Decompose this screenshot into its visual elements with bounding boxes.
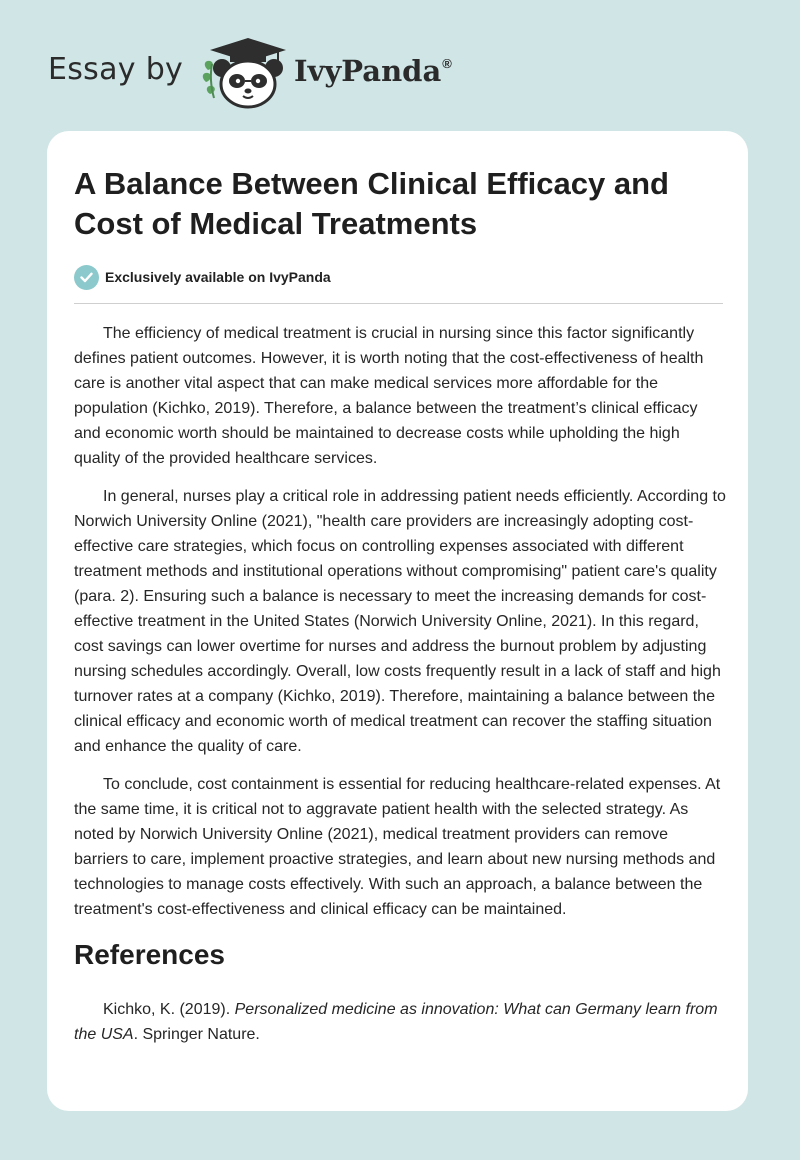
reference-publisher: . Springer Nature. — [133, 1026, 260, 1043]
references-heading: References — [74, 939, 225, 970]
check-circle-icon — [74, 265, 99, 290]
panda-logo-icon — [200, 34, 292, 110]
paragraph: The efficiency of medical treatment is crucial in nursing since this factor significantly defines patient outcomes. However, it is worth noting that the cost-effectiveness of health care is another vital aspect that can make medical services more affordable for the population (Kichko, 2019). Therefore, a balance between the treatment’s clinical efficacy and economic worth should be maintained to decrease costs while upholding the high quality of the provided healthcare services. — [74, 325, 704, 467]
essay-by-label: Essay by — [48, 52, 184, 87]
site-header — [48, 34, 508, 110]
divider — [74, 303, 723, 304]
registered-mark: ® — [442, 56, 452, 71]
article-title: A Balance Between Clinical Efficacy and Cost of Medical Treatments — [74, 166, 669, 241]
reference-item — [74, 997, 726, 1047]
paragraph: In general, nurses play a critical role in addressing patient needs efficiently. According to Norwich University Online (2021), "health care providers are increasingly adopting cost-effective care strategies, which focus on controlling expenses associated with different treatment methods and institutional operations without compromising" patient care's quality (para. 2). Ensuring such a balance is necessary to meet the increasing demands for cost-effective treatment in the United States (Norwich University Online, 2021). In this regard, cost savings can lower overtime for nurses and address the burnout problem by adjusting nursing schedules accordingly. Overall, low costs frequently result in a lack of staff and high turnover rates at a company (Kichko, 2019). Therefore, maintaining a balance between the clinical efficacy and economic worth of medical treatment can recover the staffing situation and enhance the quality of care. — [74, 488, 726, 755]
article-card — [47, 131, 748, 1111]
brand-name: IvyPanda® — [294, 54, 452, 88]
paragraph: To conclude, cost containment is essential for reducing healthcare-related expenses. At the same time, it is critical not to aggravate patient health with the selected strategy. As noted by Norwich University Online (2021), medical treatment providers can remove barriers to care, implement proactive strategies, and learn about new nursing methods and technologies to manage costs effectively. With such an approach, a balance between the treatment's cost-effectiveness and clinical efficacy can be maintained. — [74, 776, 721, 918]
reference-title: Personalized medicine as innovation: What can Germany learn from the USA — [74, 1001, 718, 1043]
article-body — [74, 321, 726, 1060]
exclusive-label: Exclusively available on IvyPanda — [105, 269, 331, 285]
exclusive-badge — [74, 264, 331, 290]
reference-author: Kichko, K. (2019). — [103, 1001, 235, 1018]
